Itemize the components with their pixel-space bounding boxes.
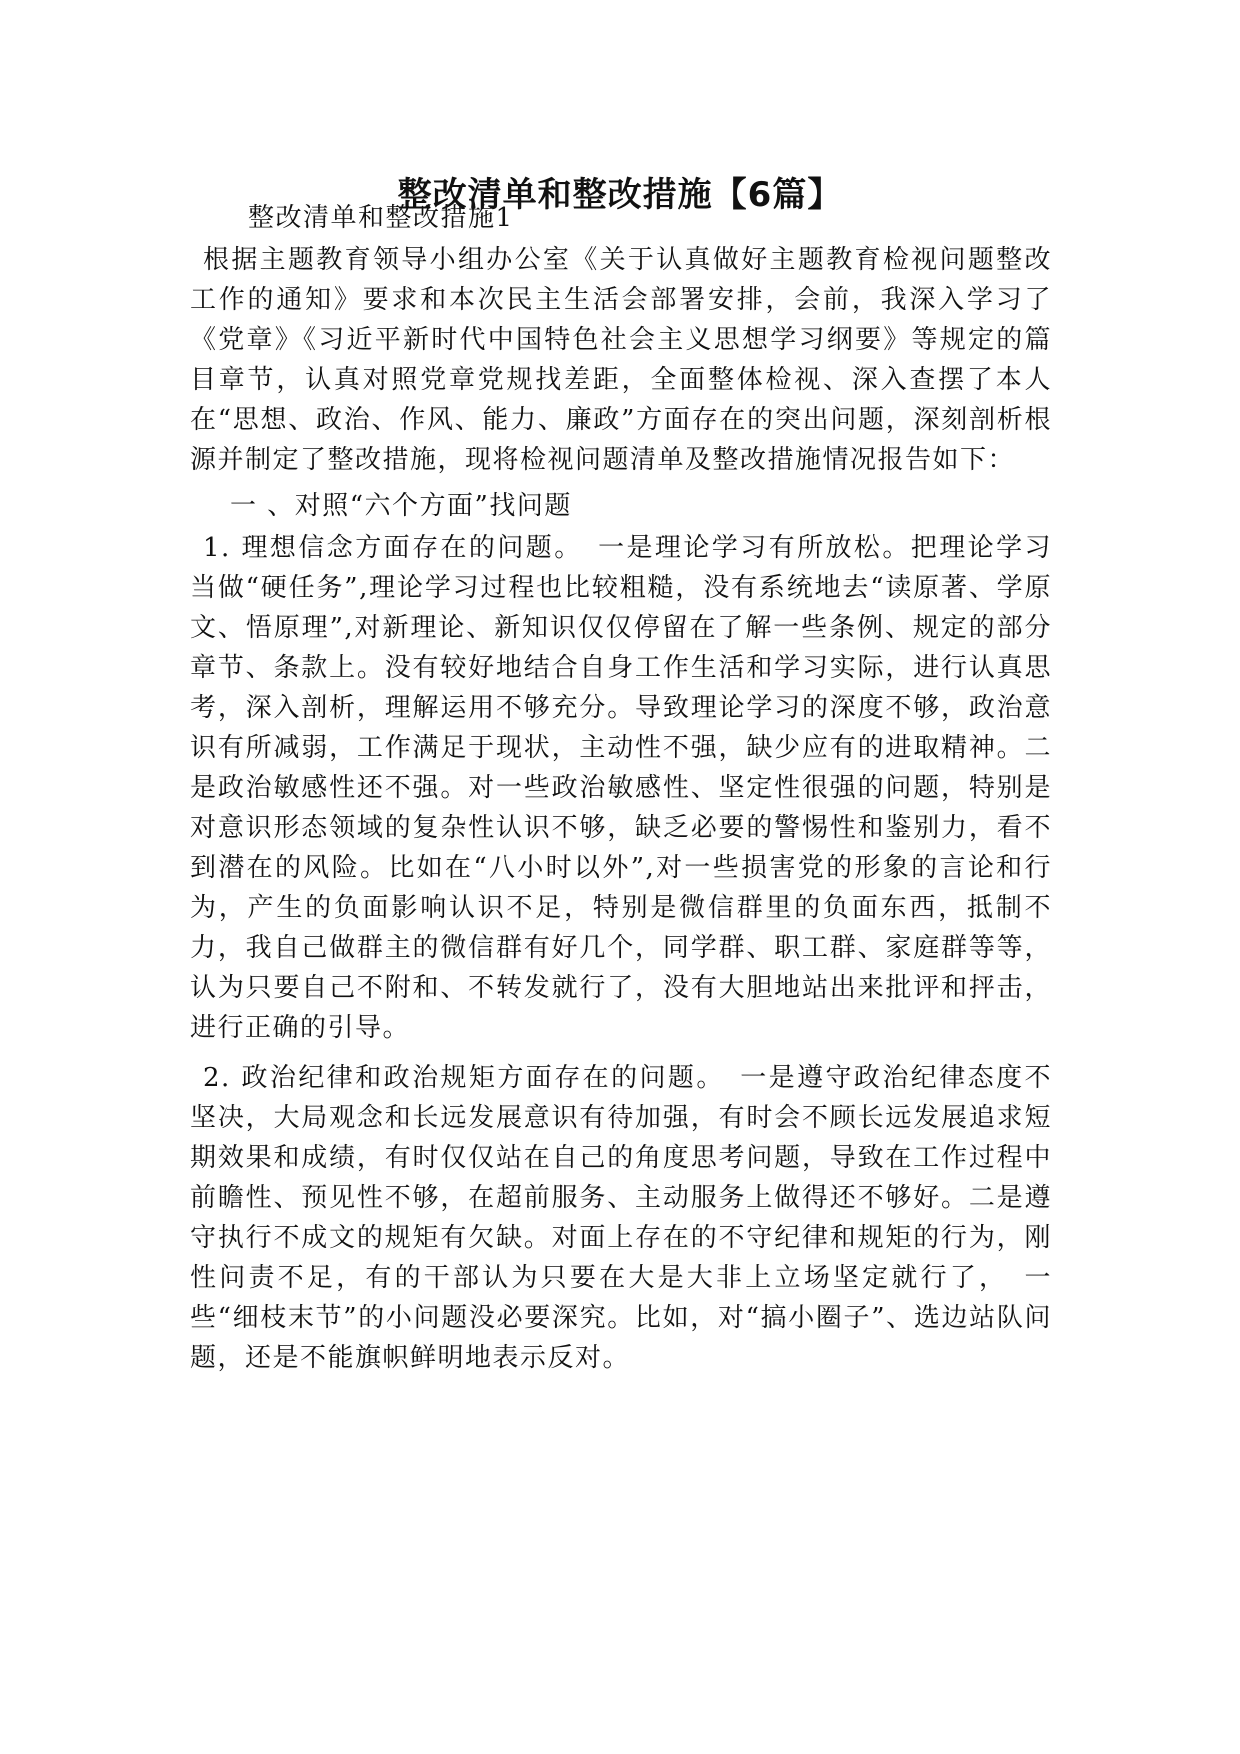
document-body xyxy=(190,198,1052,1378)
issue-paragraph-1: 1. 理想信念方面存在的问题。 一是理论学习有所放松。把理论学习当做“硬任务”,理论学习过程也比较粗糙，没有系统地去“读原著、学原文、悟原理”,对新理论、新知识仅仅停留在了解一些条例、规定的部分章节、条款上。没有较好地结合自身工作生活和学习实际，进行认真思考，深入剖析，理解运用不够充分。导致理论学习的深度不够，政治意识有所减弱，工作满足于现状，主动性不强，缺少应有的进取精神。二是政治敏感性还不强。对一些政治敏感性、坚定性很强的问题，特别是对意识形态领域的复杂性认识不够，缺乏必要的警惕性和鉴别力，看不到潜在的风险。比如在“八小时以外”,对一些损害党的形象的言论和行为，产生的负面影响认识不足，特别是微信群里的负面东西，抵制不力，我自己做群主的微信群有好几个，同学群、职工群、家庭群等等，认为只要自己不附和、不转发就行了，没有大胆地站出来批评和抨击，进行正确的引导。 xyxy=(190,533,1052,1043)
section-heading: 一 、对照“六个方面”找问题 xyxy=(230,491,572,521)
document-subtitle: 整改清单和整改措施1 xyxy=(248,203,514,233)
intro-paragraph: 根据主题教育领导小组办公室《关于认真做好主题教育检视问题整改工作的通知》要求和本次民主生活会部署安排，会前，我深入学习了《党章》《习近平新时代中国特色社会主义思想学习纲要》等规定的篇目章节，认真对照党章党规找差距，全面整体检视、深入查摆了本人在“思想、政治、作风、能力、廉政”方面存在的突出问题，深刻剖析根源并制定了整改措施，现将检视问题清单及整改措施情况报告如下： xyxy=(190,245,1052,475)
document-title: 整改清单和整改措施【6篇】 xyxy=(397,174,843,215)
issue-paragraph-2: 2. 政治纪律和政治规矩方面存在的问题。 一是遵守政治纪律态度不坚决，大局观念和长远发展意识有待加强，有时会不顾长远发展追求短期效果和成绩，有时仅仅站在自己的角度思考问题，导致在工作过程中前瞻性、预见性不够，在超前服务、主动服务上做得还不够好。二是遵守执行不成文的规矩有欠缺。对面上存在的不守纪律和规矩的行为，刚性问责不足，有的干部认为只要在大是大非上立场坚定就行了， 一些“细枝末节”的小问题没必要深究。比如，对“搞小圈子”、选边站队问题，还是不能旗帜鲜明地表示反对。 xyxy=(190,1063,1052,1373)
